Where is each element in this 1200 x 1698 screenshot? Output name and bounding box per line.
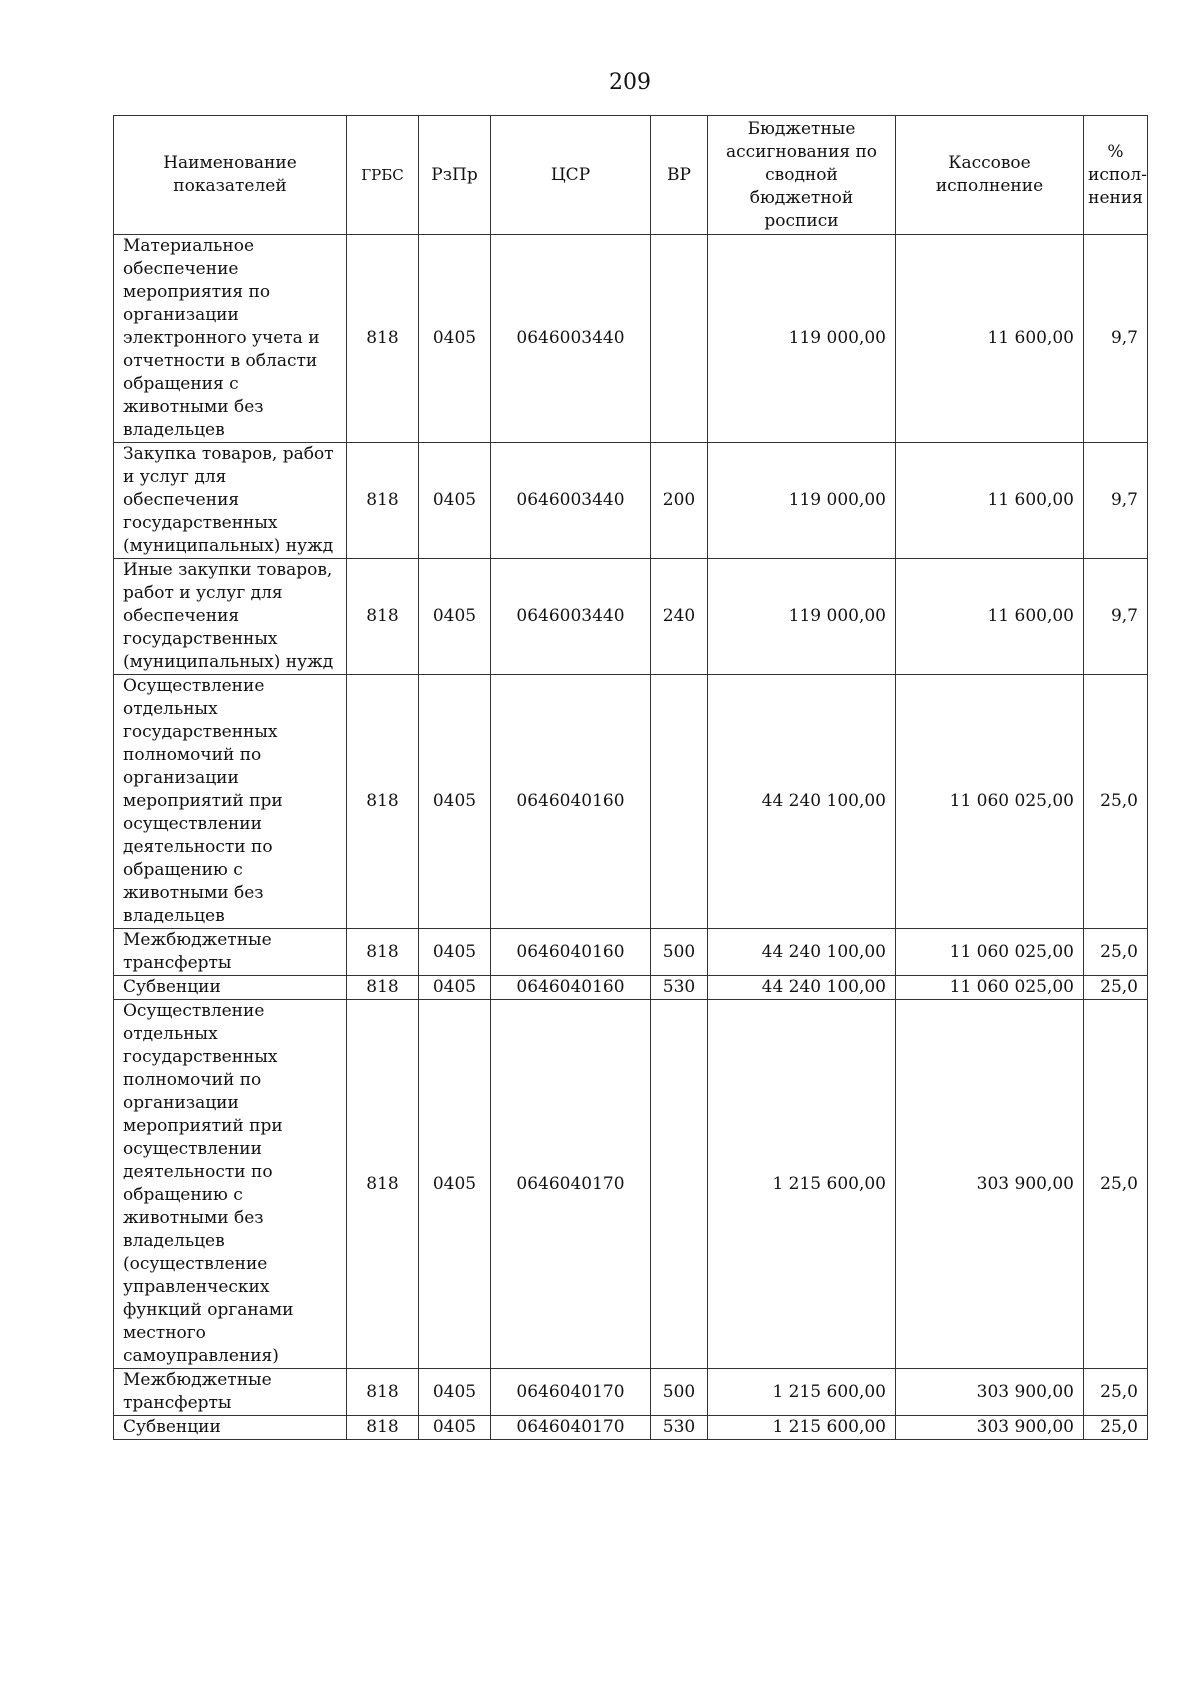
row-rzpr: 0405 [419, 675, 491, 929]
row-percent: 25,0 [1084, 675, 1148, 929]
row-rzpr: 0405 [419, 1416, 491, 1440]
header-vr: ВР [651, 116, 708, 235]
row-grbs: 818 [347, 559, 419, 675]
row-percent: 25,0 [1084, 1369, 1148, 1416]
row-grbs: 818 [347, 235, 419, 443]
row-csr: 0646040160 [491, 675, 651, 929]
table-row [114, 235, 1148, 443]
row-assignments: 44 240 100,00 [708, 675, 896, 929]
row-vr: 240 [651, 559, 708, 675]
row-percent: 9,7 [1084, 559, 1148, 675]
row-name: Межбюджетные трансферты [114, 929, 347, 976]
row-assignments: 1 215 600,00 [708, 1369, 896, 1416]
header-csr: ЦСР [491, 116, 651, 235]
row-grbs: 818 [347, 976, 419, 1000]
row-assignments: 119 000,00 [708, 235, 896, 443]
row-vr: 530 [651, 1416, 708, 1440]
table-row [114, 1000, 1148, 1369]
row-name: Субвенции [114, 976, 347, 1000]
row-cash-execution: 303 900,00 [896, 1000, 1084, 1369]
row-name: Закупка товаров, работ и услуг для обеспечения государственных (муниципальных) нужд [114, 443, 347, 559]
row-assignments: 44 240 100,00 [708, 929, 896, 976]
row-grbs: 818 [347, 1416, 419, 1440]
row-csr: 0646040170 [491, 1000, 651, 1369]
table-row [114, 1369, 1148, 1416]
row-name: Осуществление отдельных государственных полномочий по организации мероприятий при осуществлении деятельности по обращению с животными без владельцев [114, 675, 347, 929]
row-vr: 530 [651, 976, 708, 1000]
row-rzpr: 0405 [419, 976, 491, 1000]
row-name: Иные закупки товаров, работ и услуг для обеспечения государственных (муниципальных) нужд [114, 559, 347, 675]
row-grbs: 818 [347, 675, 419, 929]
row-grbs: 818 [347, 929, 419, 976]
page-number: 209 [609, 70, 651, 95]
row-percent: 25,0 [1084, 1000, 1148, 1369]
row-grbs: 818 [347, 443, 419, 559]
row-csr: 0646040160 [491, 929, 651, 976]
row-assignments: 119 000,00 [708, 559, 896, 675]
row-csr: 0646003440 [491, 559, 651, 675]
row-vr: 500 [651, 929, 708, 976]
row-percent: 9,7 [1084, 443, 1148, 559]
row-csr: 0646003440 [491, 235, 651, 443]
row-rzpr: 0405 [419, 235, 491, 443]
row-name: Субвенции [114, 1416, 347, 1440]
row-percent: 25,0 [1084, 929, 1148, 976]
row-percent: 25,0 [1084, 1416, 1148, 1440]
row-vr [651, 675, 708, 929]
row-percent: 9,7 [1084, 235, 1148, 443]
row-name: Материальное обеспечение мероприятия по организации электронного учета и отчетности в области обращения с животными без владельцев [114, 235, 347, 443]
row-csr: 0646003440 [491, 443, 651, 559]
header-rzpr: РзПр [419, 116, 491, 235]
row-grbs: 818 [347, 1000, 419, 1369]
row-cash-execution: 11 060 025,00 [896, 929, 1084, 976]
header-assignments: Бюджетные ассигнования по сводной бюджетной росписи [708, 116, 896, 235]
row-assignments: 44 240 100,00 [708, 976, 896, 1000]
row-percent: 25,0 [1084, 976, 1148, 1000]
row-cash-execution: 303 900,00 [896, 1416, 1084, 1440]
table-row [114, 1416, 1148, 1440]
row-cash-execution: 303 900,00 [896, 1369, 1084, 1416]
table-row [114, 443, 1148, 559]
row-rzpr: 0405 [419, 443, 491, 559]
header-name: Наименование показателей [114, 116, 347, 235]
header-grbs: ГРБС [347, 116, 419, 235]
row-vr [651, 235, 708, 443]
row-cash-execution: 11 600,00 [896, 235, 1084, 443]
row-cash-execution: 11 060 025,00 [896, 675, 1084, 929]
row-cash-execution: 11 600,00 [896, 559, 1084, 675]
row-cash-execution: 11 600,00 [896, 443, 1084, 559]
budget-execution-table [113, 115, 1148, 1440]
row-rzpr: 0405 [419, 1369, 491, 1416]
header-cash-execution: Кассовое исполнение [896, 116, 1084, 235]
row-rzpr: 0405 [419, 929, 491, 976]
row-vr [651, 1000, 708, 1369]
table-row [114, 559, 1148, 675]
row-rzpr: 0405 [419, 559, 491, 675]
row-cash-execution: 11 060 025,00 [896, 976, 1084, 1000]
header-percent: % испол-нения [1084, 116, 1148, 235]
row-csr: 0646040170 [491, 1416, 651, 1440]
row-assignments: 1 215 600,00 [708, 1000, 896, 1369]
row-assignments: 119 000,00 [708, 443, 896, 559]
row-grbs: 818 [347, 1369, 419, 1416]
row-name: Межбюджетные трансферты [114, 1369, 347, 1416]
row-rzpr: 0405 [419, 1000, 491, 1369]
row-name: Осуществление отдельных государственных полномочий по организации мероприятий при осуществлении деятельности по обращению с животными без владельцев (осуществление управленческих функций органами местного самоуправления) [114, 1000, 347, 1369]
row-csr: 0646040160 [491, 976, 651, 1000]
header-row [114, 116, 1148, 235]
table-row [114, 929, 1148, 976]
row-assignments: 1 215 600,00 [708, 1416, 896, 1440]
table-row [114, 976, 1148, 1000]
row-vr: 200 [651, 443, 708, 559]
row-vr: 500 [651, 1369, 708, 1416]
table-row [114, 675, 1148, 929]
row-csr: 0646040170 [491, 1369, 651, 1416]
